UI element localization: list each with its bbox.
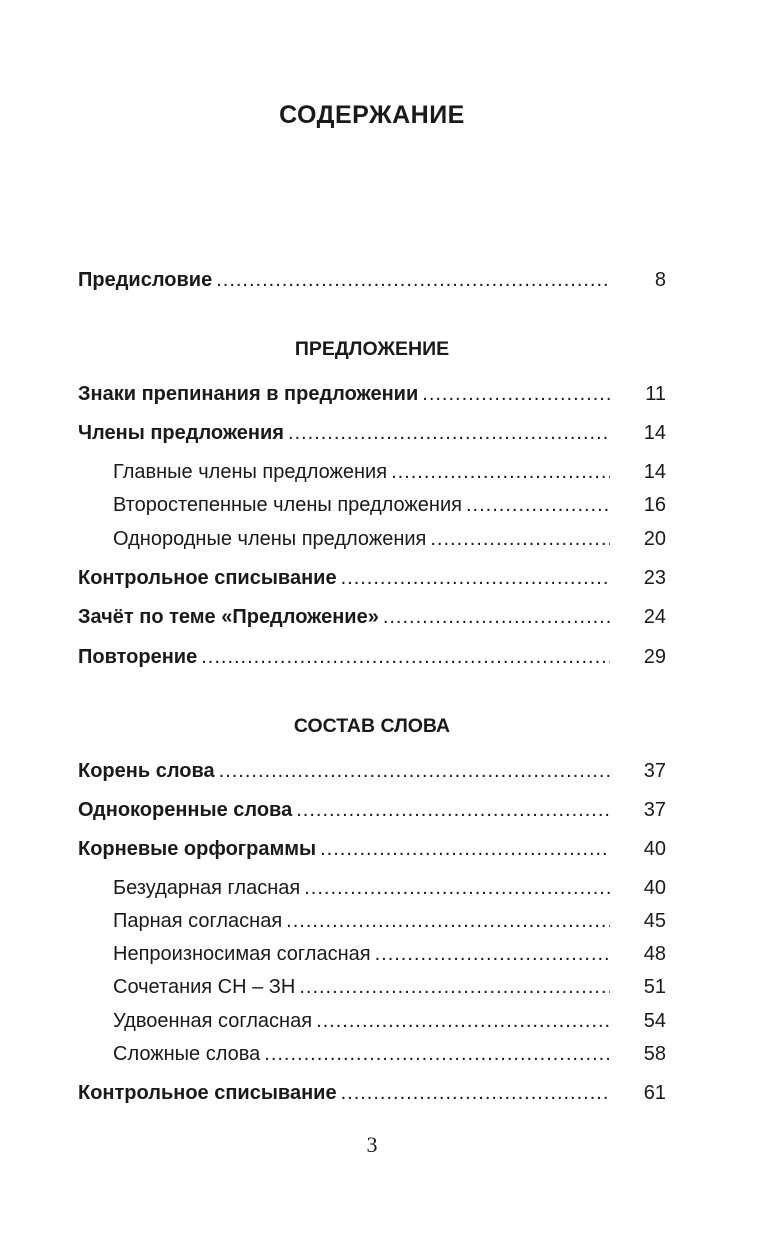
toc-entry-preface[interactable] (78, 266, 666, 294)
toc-entry-label: Безударная гласная (113, 877, 301, 899)
dot-leader (422, 380, 610, 408)
toc-entry-page: 16 (643, 494, 666, 516)
toc-entry-label: Второстепенные члены предложения (113, 494, 462, 516)
toc-entry-label: Главные члены предложения (113, 461, 388, 483)
dot-leader (341, 564, 610, 592)
dot-leader (219, 757, 610, 785)
toc-subentry[interactable] (113, 907, 666, 935)
toc-entry-label: Предисловие (78, 269, 213, 291)
toc-entry-page: 14 (643, 461, 666, 483)
dot-leader (296, 796, 610, 824)
dot-leader (391, 458, 610, 486)
toc-entry-page: 29 (643, 646, 666, 668)
toc-entry-label: Члены предложения (78, 422, 284, 444)
toc-entry-page: 11 (645, 383, 666, 405)
toc-entry[interactable] (78, 757, 666, 785)
dot-leader (264, 1040, 610, 1068)
dot-leader (341, 1079, 610, 1107)
toc-subentry[interactable] (113, 1007, 666, 1035)
toc-entry-page: 24 (643, 606, 666, 628)
dot-leader (304, 874, 610, 902)
toc-subentry[interactable] (113, 940, 666, 968)
toc-entry-label: Однокоренные слова (78, 799, 293, 821)
toc-entry[interactable] (78, 643, 666, 671)
toc-entry[interactable] (78, 380, 666, 408)
toc-entry-page: 48 (643, 943, 666, 965)
toc-entry-page: 14 (643, 422, 666, 444)
toc-entry[interactable] (78, 603, 666, 631)
toc-entry-page: 37 (643, 799, 666, 821)
toc-entry-page: 54 (643, 1010, 666, 1032)
dot-leader (299, 973, 610, 1001)
toc-entry-page: 58 (643, 1043, 666, 1065)
toc-entry-page: 45 (643, 910, 666, 932)
page-number: 3 (366, 1132, 378, 1157)
toc-entry[interactable] (78, 835, 666, 863)
toc-entry-label: Непроизносимая согласная (113, 943, 371, 965)
toc-subentry[interactable] (113, 973, 666, 1001)
toc-subentry[interactable] (113, 491, 666, 519)
toc-entry-label: Знаки препинания в предложении (78, 383, 419, 405)
toc-subentry[interactable] (113, 874, 666, 902)
toc-entry-page: 40 (643, 838, 666, 860)
toc-entry-label: Сложные слова (113, 1043, 261, 1065)
toc-entry-label: Корень слова (78, 760, 215, 782)
section-heading-word-structure: СОСТАВ СЛОВА (293, 715, 451, 737)
section-heading-sentence: ПРЕДЛОЖЕНИЕ (294, 338, 450, 360)
toc-entry-page: 61 (643, 1082, 666, 1104)
dot-leader (375, 940, 610, 968)
dot-leader (466, 491, 610, 519)
toc-entry-page: 8 (654, 269, 666, 291)
toc-entry-label: Зачёт по теме «Предложение» (78, 606, 379, 628)
dot-leader (430, 525, 610, 553)
toc-entry[interactable] (78, 564, 666, 592)
toc-entry-page: 23 (643, 567, 666, 589)
toc-entry-label: Однородные члены предложения (113, 528, 427, 550)
dot-leader (216, 266, 610, 294)
dot-leader (201, 643, 610, 671)
toc-entry-page: 20 (643, 528, 666, 550)
toc-subentry[interactable] (113, 458, 666, 486)
toc-subentry[interactable] (113, 525, 666, 553)
toc-entry-label: Контрольное списывание (78, 1082, 337, 1104)
toc-entry-label: Повторение (78, 646, 198, 668)
dot-leader (288, 419, 610, 447)
toc-entry[interactable] (78, 796, 666, 824)
toc-entry-label: Удвоенная согласная (113, 1010, 313, 1032)
dot-leader (316, 1007, 610, 1035)
dot-leader (286, 907, 610, 935)
toc-entry-page: 40 (643, 877, 666, 899)
toc-entry[interactable] (78, 419, 666, 447)
toc-entry-label: Корневые орфограммы (78, 838, 317, 860)
dot-leader (320, 835, 610, 863)
page-title: СОДЕРЖАНИЕ (279, 101, 465, 129)
dot-leader (383, 603, 610, 631)
toc-subentry[interactable] (113, 1040, 666, 1068)
toc-entry-label: Контрольное списывание (78, 567, 337, 589)
toc-entry-label: Сочетания СН – ЗН (113, 976, 296, 998)
toc-entry-page: 51 (643, 976, 666, 998)
toc-entry-page: 37 (643, 760, 666, 782)
toc-entry-label: Парная согласная (113, 910, 283, 932)
toc-entry[interactable] (78, 1079, 666, 1107)
